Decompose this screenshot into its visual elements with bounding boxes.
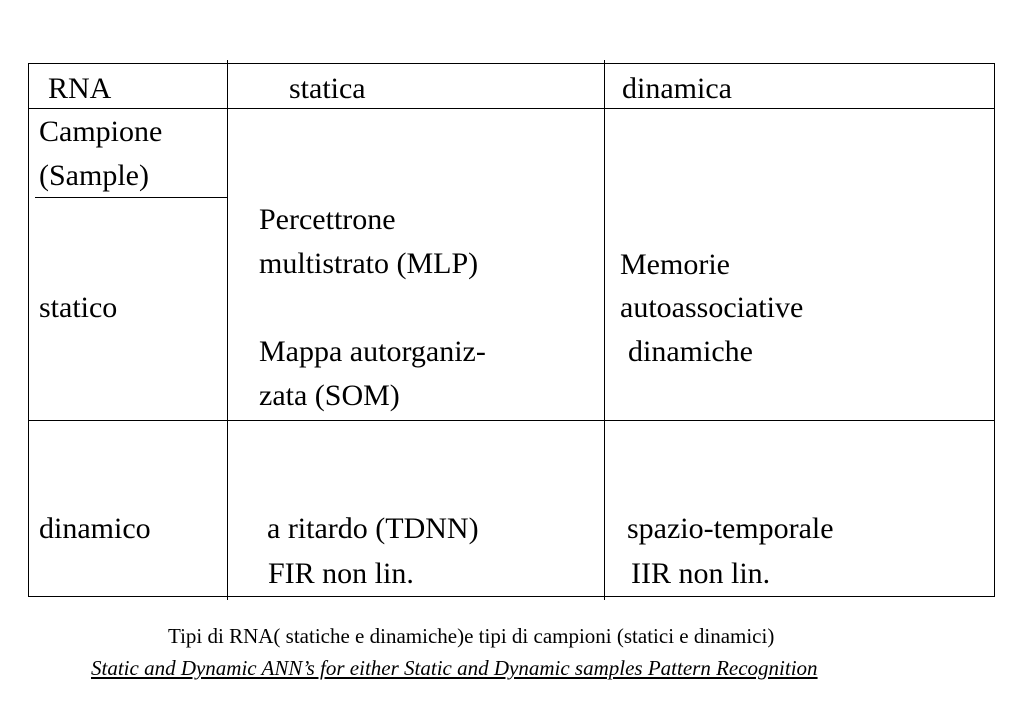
column-divider-2 [604, 60, 605, 600]
column-divider-1 [227, 60, 228, 600]
dynamic-dynamic-cell-line-1: spazio-temporale [627, 512, 834, 545]
static-static-cell-line-1: Percettrone [259, 203, 396, 236]
row-divider [28, 420, 995, 421]
static-dynamic-cell-line-1: Memorie [620, 248, 730, 281]
table-top-border [28, 63, 995, 64]
dynamic-static-cell-line-2: FIR non lin. [268, 557, 414, 590]
caption-english: Static and Dynamic ANN’s for either Static and Dynamic samples Pattern Recognition [91, 656, 818, 680]
header-static-column: statica [289, 72, 366, 105]
row-label-static: statico [39, 291, 118, 324]
sample-label-line-2: (Sample) [39, 159, 149, 192]
static-static-cell-line-2: multistrato (MLP) [259, 247, 479, 280]
dynamic-dynamic-cell-line-2: IIR non lin. [631, 557, 771, 590]
static-static-cell-line-3: Mappa autorganiz- [259, 335, 486, 368]
table-right-border [994, 63, 995, 597]
static-dynamic-cell-line-2: autoassociative [620, 291, 804, 324]
static-dynamic-cell-line-3: dinamiche [628, 335, 753, 368]
row-label-dynamic: dinamico [39, 512, 151, 545]
caption-italian: Tipi di RNA( statiche e dinamiche)e tipi di campioni (statici e dinamici) [168, 624, 775, 648]
table-bottom-border [28, 596, 995, 597]
dynamic-static-cell-line-1: a ritardo (TDNN) [267, 512, 479, 545]
header-dynamic-column: dinamica [622, 72, 732, 105]
table-left-border [28, 63, 29, 597]
sample-label-line-1: Campione [39, 115, 163, 148]
header-corner-label: RNA [48, 72, 112, 105]
static-static-cell-line-4: zata (SOM) [259, 379, 400, 412]
header-divider [28, 108, 995, 109]
